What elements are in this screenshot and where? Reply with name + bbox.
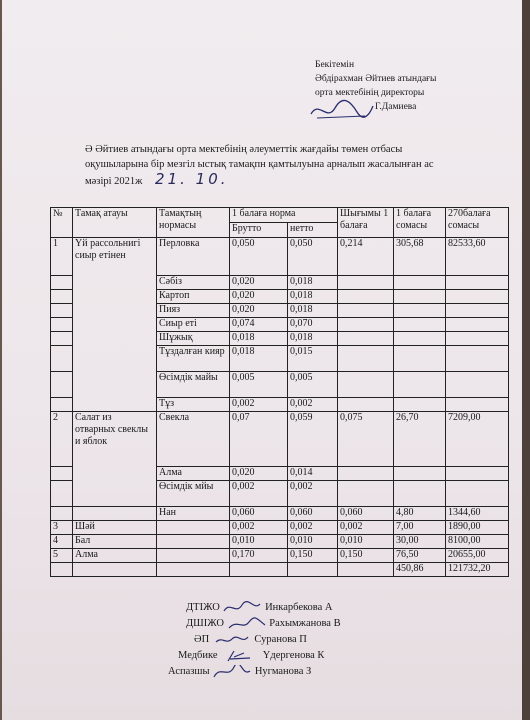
cell-sum-one: 26,70 [394, 412, 446, 467]
cell-ingredient: Перловка [157, 238, 230, 276]
cell-output: 0,214 [338, 238, 394, 276]
cell-brutto: 0,018 [230, 332, 288, 346]
cell-brutto: 0,002 [230, 521, 288, 535]
cell-output [338, 372, 394, 398]
cell-num: 1 [51, 238, 73, 276]
cell-ingredient: Сәбіз [157, 276, 230, 290]
cell-num: 2 [51, 412, 73, 467]
cell-sum-one [394, 398, 446, 412]
cell-output: 0,075 [338, 412, 394, 467]
header-sum-one: 1 балаға сомасы [394, 208, 446, 238]
cell-netto: 0,050 [288, 238, 338, 276]
signature-name: Рахымжанова В [269, 618, 341, 629]
cell-netto: 0,018 [288, 332, 338, 346]
cell-dish-name: Үй рассольнигі сиыр етінен [73, 238, 157, 412]
table-row [51, 521, 509, 535]
cell-ingredient [157, 535, 230, 549]
document-title [85, 143, 505, 190]
cell-sum-one [394, 290, 446, 304]
cell-ingredient: Алма [157, 467, 230, 481]
cell-sum-one [394, 332, 446, 346]
cell-num [51, 507, 73, 521]
header-per-child: 1 балаға норма [230, 208, 338, 223]
signature-row [168, 664, 341, 680]
cell-num [51, 290, 73, 304]
cell-sum-one [394, 318, 446, 332]
cell-ingredient: Свекла [157, 412, 230, 467]
cell-sum-one: 7,00 [394, 521, 446, 535]
document-page [2, 0, 522, 720]
signature-mark [220, 649, 260, 663]
menu-table [50, 207, 509, 577]
cell-ingredient: Шұжық [157, 332, 230, 346]
signature-row [186, 632, 341, 648]
cell-output [338, 346, 394, 372]
cell-sum-270 [446, 372, 509, 398]
header-name: Тамақ атауы [73, 208, 157, 238]
cell-ingredient: Нан [157, 507, 230, 521]
cell-dish-name: Бал [73, 535, 157, 549]
cell-sum-270 [446, 332, 509, 346]
header-netto: нетто [288, 223, 338, 238]
cell-brutto: 0,018 [230, 346, 288, 372]
cell-num [51, 332, 73, 346]
table-row [51, 535, 509, 549]
cell-num [51, 346, 73, 372]
header-num: № [51, 208, 73, 238]
cell-num [51, 481, 73, 507]
cell-netto: 0,060 [288, 507, 338, 521]
cell-sum-one [394, 276, 446, 290]
cell-sum-270 [446, 318, 509, 332]
cell-ingredient: Тұз [157, 398, 230, 412]
cell-brutto: 0,07 [230, 412, 288, 467]
approval-block [315, 58, 436, 114]
cell-netto: 0,018 [288, 276, 338, 290]
cell-output [338, 467, 394, 481]
signature-mark [222, 601, 262, 615]
cell-brutto: 0,020 [230, 290, 288, 304]
cell-sum-one: 305,68 [394, 238, 446, 276]
cell-output [338, 290, 394, 304]
signature-name: Нугманова З [254, 666, 312, 677]
cell-netto: 0,018 [288, 304, 338, 318]
signature-name: Инкарбекова А [265, 602, 333, 613]
cell-sum-270 [446, 290, 509, 304]
handwritten-date: 21. 10. [155, 170, 229, 188]
signature-role: ДТІЖО [186, 602, 220, 613]
cell-netto: 0,014 [288, 467, 338, 481]
approval-line-4: Г.Дамиева [375, 102, 417, 112]
approval-line-1: Бекітемін [315, 60, 355, 70]
table-row [51, 412, 509, 467]
cell-output: 0,010 [338, 535, 394, 549]
background-edge [522, 0, 530, 720]
title-year: мәзірі 2021ж [85, 176, 143, 187]
cell-netto: 0,002 [288, 481, 338, 507]
table-total-row [51, 563, 509, 577]
cell-dish-name: Салат из отварных свеклы и яблок [73, 412, 157, 507]
director-signature [307, 96, 377, 126]
cell-ingredient: Пияз [157, 304, 230, 318]
cell-num [51, 372, 73, 398]
cell-sum-270: 20655,00 [446, 549, 509, 563]
cell-netto: 0,002 [288, 521, 338, 535]
cell-brutto: 0,170 [230, 549, 288, 563]
cell-output: 0,150 [338, 549, 394, 563]
cell-sum-one [394, 481, 446, 507]
cell-output: 0,002 [338, 521, 394, 535]
cell-sum-270 [446, 398, 509, 412]
cell-num: 5 [51, 549, 73, 563]
header-brutto: Брутто [230, 223, 288, 238]
signature-row [186, 616, 341, 632]
cell-brutto: 0,060 [230, 507, 288, 521]
cell-netto: 0,059 [288, 412, 338, 467]
cell-brutto: 0,020 [230, 467, 288, 481]
signature-role: Медбике [178, 650, 218, 661]
cell-output [338, 304, 394, 318]
cell-num [51, 304, 73, 318]
cell-brutto: 0,050 [230, 238, 288, 276]
signature-mark [227, 617, 267, 631]
cell-sum-270 [446, 467, 509, 481]
approval-line-2: Әбдірахман Әйтиев атындағы [315, 74, 437, 84]
signature-name: Үдергенова К [262, 650, 325, 661]
title-line-2: оқушыларына бір мезгіл ыстық тамақпн қамтылуына арналып жасалынған ас [85, 158, 434, 170]
cell-brutto: 0,010 [230, 535, 288, 549]
total-sum-270: 121732,20 [446, 563, 509, 577]
cell-output [338, 318, 394, 332]
cell-ingredient: Өсімдік мйы [157, 481, 230, 507]
cell-num [51, 467, 73, 481]
cell-sum-270: 82533,60 [446, 238, 509, 276]
cell-netto: 0,070 [288, 318, 338, 332]
cell-num [51, 398, 73, 412]
cell-output [338, 481, 394, 507]
cell-brutto: 0,005 [230, 372, 288, 398]
cell-sum-one [394, 346, 446, 372]
cell-ingredient: Тұздалған кияр [157, 346, 230, 372]
signature-role: ӘП [194, 634, 210, 645]
cell-dish-name: Шәй [73, 521, 157, 535]
cell-sum-one [394, 304, 446, 318]
approval-line-3: орта мектебінің директоры [315, 88, 425, 98]
cell-num: 3 [51, 521, 73, 535]
header-output: Шығымы 1 балаға [338, 208, 394, 238]
signature-row [186, 600, 341, 616]
table-row [51, 238, 509, 276]
cell-output [338, 332, 394, 346]
header-sum-270: 270балаға сомасы [446, 208, 509, 238]
cell-netto: 0,150 [288, 549, 338, 563]
cell-ingredient [157, 549, 230, 563]
signature-role: Аспазшы [168, 666, 210, 677]
total-sum-one: 450,86 [394, 563, 446, 577]
signature-mark [212, 633, 252, 647]
cell-brutto: 0,020 [230, 304, 288, 318]
signature-row [178, 648, 341, 664]
cell-sum-270 [446, 346, 509, 372]
table-row [51, 549, 509, 563]
cell-sum-270 [446, 304, 509, 318]
table-row [51, 507, 509, 521]
cell-output [338, 398, 394, 412]
cell-brutto: 0,020 [230, 276, 288, 290]
header-norm: Тамақтың нормасы [157, 208, 230, 238]
title-line-3 [85, 172, 505, 190]
cell-num: 4 [51, 535, 73, 549]
cell-ingredient [157, 521, 230, 535]
cell-output: 0,060 [338, 507, 394, 521]
cell-num [51, 318, 73, 332]
cell-ingredient: Сиыр еті [157, 318, 230, 332]
cell-dish-name [73, 507, 157, 521]
cell-netto: 0,018 [288, 290, 338, 304]
cell-netto: 0,005 [288, 372, 338, 398]
cell-dish-name: Алма [73, 549, 157, 563]
cell-brutto: 0,074 [230, 318, 288, 332]
cell-brutto: 0,002 [230, 398, 288, 412]
signatures-block [168, 600, 341, 680]
cell-brutto: 0,002 [230, 481, 288, 507]
cell-sum-one: 4,80 [394, 507, 446, 521]
signature-role: ДШІЖО [186, 618, 224, 629]
cell-sum-270 [446, 481, 509, 507]
cell-num [51, 276, 73, 290]
cell-sum-one [394, 372, 446, 398]
cell-netto: 0,010 [288, 535, 338, 549]
cell-ingredient: Картоп [157, 290, 230, 304]
cell-sum-270: 1890,00 [446, 521, 509, 535]
cell-sum-one [394, 467, 446, 481]
signature-mark [212, 665, 252, 679]
signature-name: Суранова П [254, 634, 307, 645]
cell-sum-270: 8100,00 [446, 535, 509, 549]
cell-netto: 0,002 [288, 398, 338, 412]
cell-ingredient: Өсімдік майы [157, 372, 230, 398]
cell-netto: 0,015 [288, 346, 338, 372]
cell-sum-one: 30,00 [394, 535, 446, 549]
cell-sum-270: 7209,00 [446, 412, 509, 467]
cell-sum-one: 76,50 [394, 549, 446, 563]
cell-sum-270 [446, 276, 509, 290]
cell-sum-270: 1344,60 [446, 507, 509, 521]
cell-output [338, 276, 394, 290]
title-line-1: Ә Әйтиев атындағы орта мектебінің әлеуметтік жағдайы төмен отбасы [85, 144, 403, 155]
